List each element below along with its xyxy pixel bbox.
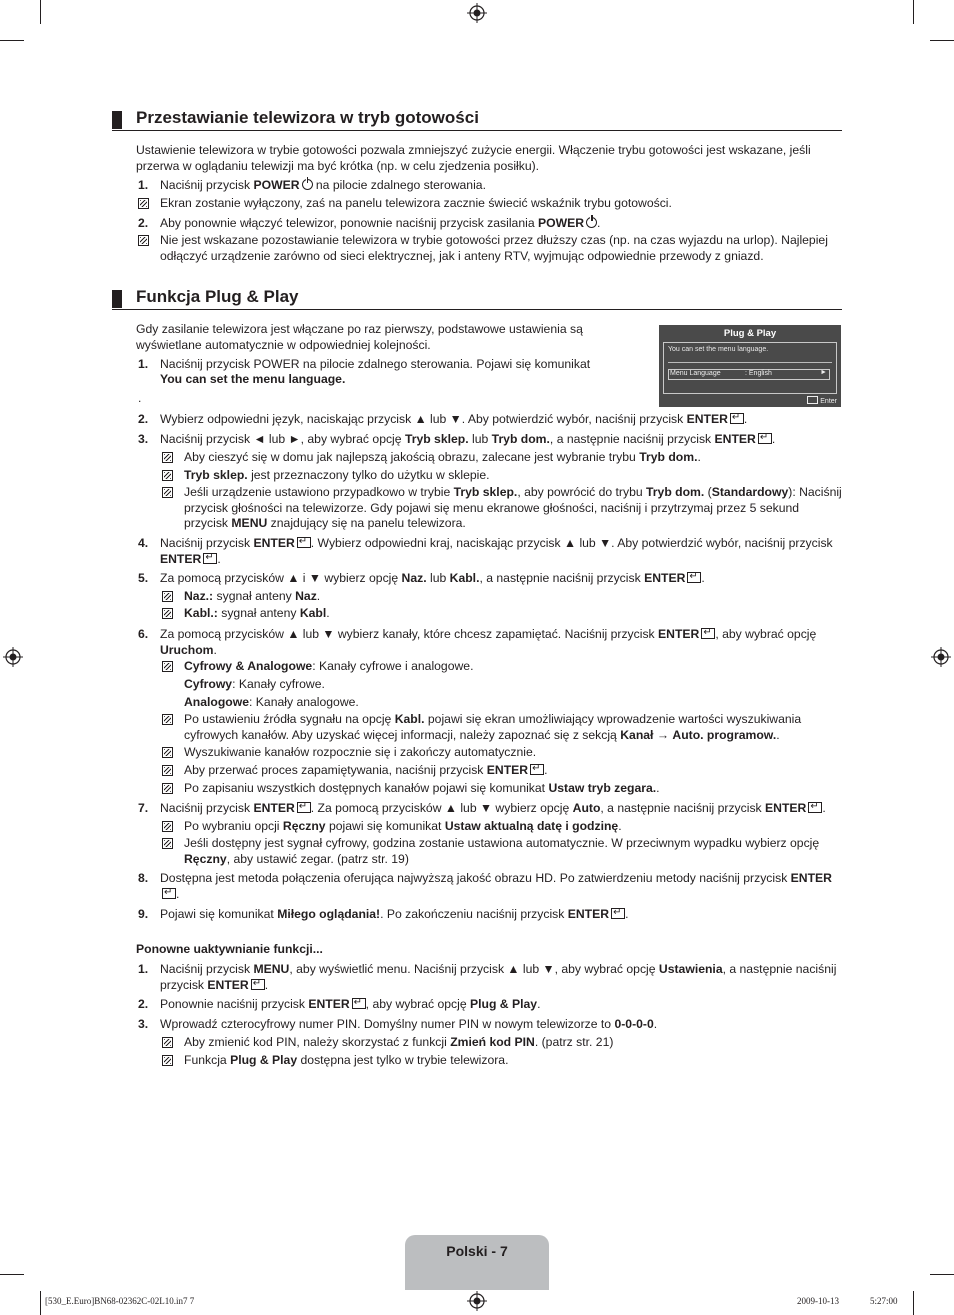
enter-icon bbox=[611, 908, 625, 919]
note-icon bbox=[162, 1055, 173, 1066]
step-text: Za pomocą przycisków ▲ i ▼ wybierz opcję Naz. lub Kabl., a następnie naciśnij przycisk ENTER↵ . bbox=[160, 571, 705, 587]
note-text: Aby przerwać proces zapamiętywania, naciśnij przycisk ENTER↵ . bbox=[184, 763, 547, 779]
step-number: 6. bbox=[138, 627, 149, 641]
section-header bbox=[112, 110, 842, 130]
enter-icon bbox=[701, 628, 715, 639]
crop-mark bbox=[930, 1274, 954, 1275]
step-text: Wybierz odpowiedni język, naciskając przycisk ▲ lub ▼. Aby potwierdzić wybór, naciśnij przycisk ENTER↵ . bbox=[160, 412, 747, 428]
power-icon bbox=[302, 179, 313, 190]
note-icon bbox=[138, 235, 149, 246]
section-bar bbox=[112, 290, 122, 308]
note-icon bbox=[162, 608, 173, 619]
note-text: Analogowe: Kanały analogowe. bbox=[184, 695, 359, 709]
tv-osd-screenshot bbox=[659, 325, 841, 407]
dot: . bbox=[138, 391, 142, 405]
note-icon bbox=[162, 838, 173, 849]
page-label: Polski - 7 bbox=[446, 1243, 508, 1259]
note-text: Cyfrowy: Kanały cyfrowe. bbox=[184, 677, 325, 691]
note-text: Ekran zostanie wyłączony, zaś na panelu telewizora zacznie świecić wskaźnik trybu gotowości. bbox=[160, 196, 672, 210]
step-number: 1. bbox=[138, 962, 149, 976]
enter-icon bbox=[251, 979, 265, 990]
step-text: Aby ponownie włączyć telewizor, ponownie naciśnij przycisk zasilania POWER . bbox=[160, 216, 601, 230]
note-icon bbox=[162, 1037, 173, 1048]
step-text: Dostępna jest metoda połączenia oferująca najwyższą jakość obrazu HD. Po zatwierdzeniu metody naciśnij przycisk ENTER↵. bbox=[160, 871, 844, 902]
osd-footer bbox=[807, 396, 837, 405]
registration-mark-icon bbox=[467, 3, 487, 23]
osd-divider bbox=[668, 362, 832, 363]
crop-mark bbox=[0, 40, 24, 41]
registration-mark-icon bbox=[467, 1291, 487, 1311]
note-text: Funkcja Plug & Play dostępna jest tylko w trybie telewizora. bbox=[184, 1053, 509, 1067]
note-icon bbox=[138, 198, 149, 209]
osd-message: You can set the menu language. bbox=[668, 346, 769, 353]
step-number: 7. bbox=[138, 801, 149, 815]
section-header bbox=[112, 289, 842, 309]
osd-menu-language-row bbox=[668, 369, 830, 380]
enter-icon bbox=[808, 802, 822, 813]
enter-icon bbox=[758, 433, 772, 444]
step-text: Pojawi się komunikat Miłego oglądania!. Po zakończeniu naciśnij przycisk ENTER↵ . bbox=[160, 907, 628, 923]
crop-mark bbox=[913, 1291, 914, 1315]
page-number-tab bbox=[405, 1235, 549, 1290]
osd-panel bbox=[663, 342, 837, 394]
intro-text: Ustawienie telewizora w trybie gotowości pozwala zmniejszyć zużycie energii. Włączenie trybu gotowości jest wskazane, jeśli przerwa w oglądaniu telewizji ma być krótka (np. w celu zjedzenia posiłku). bbox=[136, 143, 811, 173]
step-number: 2. bbox=[138, 216, 149, 230]
note-icon bbox=[162, 470, 173, 481]
note-text: Jeśli dostępny jest sygnał cyfrowy, godzina zostanie ustawiona automatycznie. W przeciwnym wypadku wybierz opcję Ręczny, aby ustawić zegar. (patrz str. 19) bbox=[184, 836, 820, 866]
osd-footer-label: Enter bbox=[820, 398, 837, 405]
note-icon bbox=[162, 714, 173, 725]
note-icon bbox=[162, 591, 173, 602]
enter-icon bbox=[730, 413, 744, 424]
enter-icon bbox=[162, 888, 176, 899]
enter-icon bbox=[297, 802, 311, 813]
step-number: 9. bbox=[138, 907, 149, 921]
section-title: Funkcja Plug & Play bbox=[136, 287, 299, 306]
section-rule bbox=[112, 130, 842, 131]
step-number: 1. bbox=[138, 178, 149, 192]
step-text: Naciśnij przycisk MENU, aby wyświetlić menu. Naciśnij przycisk ▲ lub ▼, aby wybrać opcję Ustawienia, a następnie naciśnij przycisk ENTER↵ . bbox=[160, 962, 844, 993]
note-text: Cyfrowy & Analogowe: Kanały cyfrowe i analogowe. bbox=[184, 659, 474, 673]
crop-mark bbox=[40, 1291, 41, 1315]
step-text: Naciśnij przycisk POWER na pilocie zdalnego sterowania. bbox=[160, 178, 486, 192]
registration-mark-icon bbox=[3, 647, 23, 667]
note-text: Jeśli urządzenie ustawiono przypadkowo w trybie Tryb sklep., aby powrócić do trybu Tryb dom. (Standardowy): Naciśnij przycisk głośności na telewizorze. Gdy pojawi się menu ekranowe głośności, naciśnij i przytrzymaj przez 5 sekund przycisk MENU znajdujący się na panelu telewizora. bbox=[184, 485, 842, 530]
registration-mark-icon bbox=[931, 647, 951, 667]
section-bar bbox=[112, 111, 122, 129]
note-icon bbox=[162, 821, 173, 832]
step-text: Wprowadź czterocyfrowy numer PIN. Domyślny numer PIN w nowym telewizorze to 0-0-0-0. bbox=[160, 1017, 658, 1031]
note-text: Naz.: sygnał anteny Naz. bbox=[184, 589, 321, 603]
enter-icon bbox=[297, 537, 311, 548]
section-rule bbox=[112, 309, 842, 310]
note-text: Wyszukiwanie kanałów rozpocznie się i zakończy automatycznie. bbox=[184, 745, 537, 759]
step-number: 2. bbox=[138, 412, 149, 426]
crop-mark bbox=[930, 40, 954, 41]
crop-mark bbox=[40, 0, 41, 24]
step-text: Naciśnij przycisk ENTER↵ . Za pomocą przycisków ▲ lub ▼ wybierz opcję Auto, a następnie naciśnij przycisk ENTER↵ . bbox=[160, 801, 826, 817]
step-text: Naciśnij przycisk ◄ lub ►, aby wybrać opcję Tryb sklep. lub Tryb dom., a następnie naciśnij przycisk ENTER↵ . bbox=[160, 432, 775, 448]
osd-row-value: : English bbox=[745, 370, 772, 377]
note-icon bbox=[162, 765, 173, 776]
note-text: Po ustawieniu źródła sygnału na opcję Kabl. pojawi się ekran umożliwiający wprowadzenie wartości wyszukiwania cyfrowych kanałów. Aby uzyskać więcej informacji, należy zapoznać się z sekcją Kanał → Auto. programow.. bbox=[184, 712, 802, 742]
step-number: 2. bbox=[138, 997, 149, 1011]
step-text: Ponownie naciśnij przycisk ENTER↵ , aby wybrać opcję Plug & Play. bbox=[160, 997, 540, 1013]
note-text: Aby cieszyć się w domu jak najlepszą jakością obrazu, zalecane jest wybranie trybu Tryb dom.. bbox=[184, 450, 701, 464]
step-text: Naciśnij przycisk POWER na pilocie zdalnego sterowania. Pojawi się komunikat bbox=[160, 357, 591, 371]
crop-mark bbox=[913, 0, 914, 24]
enter-icon bbox=[352, 998, 366, 1009]
enter-icon bbox=[687, 572, 701, 583]
note-icon bbox=[162, 452, 173, 463]
note-text: Po wybraniu opcji Ręczny pojawi się komunikat Ustaw aktualną datę i godzinę. bbox=[184, 819, 622, 833]
step-text: Za pomocą przycisków ▲ lub ▼ wybierz kanały, które chcesz zapamiętać. Naciśnij przycisk ENTER↵ , aby wybrać opcję Uruchom. bbox=[160, 627, 844, 658]
step-number: 1. bbox=[138, 357, 149, 371]
step-text: You can set the menu language. bbox=[160, 372, 346, 386]
note-text: Po zapisaniu wszystkich dostępnych kanałów pojawi się komunikat Ustaw tryb zegara.. bbox=[184, 781, 660, 795]
step-number: 3. bbox=[138, 432, 149, 446]
step-number: 5. bbox=[138, 571, 149, 585]
subheading: Ponowne uaktywnianie funkcji... bbox=[136, 942, 323, 956]
note-text: Kabl.: sygnał anteny Kabl. bbox=[184, 606, 330, 620]
power-icon bbox=[586, 217, 597, 228]
footer-time: 5:27:00 bbox=[870, 1296, 898, 1306]
step-number: 8. bbox=[138, 871, 149, 885]
enter-icon bbox=[807, 396, 818, 404]
section-title: Przestawianie telewizora w tryb gotowości bbox=[136, 108, 479, 127]
note-text: Nie jest wskazane pozostawianie telewizora w trybie gotowości przez dłuższy czas (np. na czas wyjazdu na urlop). Najlepiej odłączyć urządzenie zarówno od sieci elektrycznej, jak i anteny RTV, wyjmując odpowiednie przewody z gniazd. bbox=[160, 233, 828, 263]
osd-right-arrow-icon: ► bbox=[820, 369, 827, 376]
intro-text: Gdy zasilanie telewizora jest włączane po raz pierwszy, podstawowe ustawienia są wyświetlane automatycznie w odpowiedniej kolejności. bbox=[136, 322, 583, 352]
footer-date: 2009-10-13 bbox=[797, 1296, 839, 1306]
note-text: Aby zmienić kod PIN, należy skorzystać z funkcji Zmień kod PIN. (patrz str. 21) bbox=[184, 1035, 614, 1049]
enter-icon bbox=[203, 553, 217, 564]
osd-row-label: Menu Language bbox=[670, 370, 721, 377]
note-icon bbox=[162, 747, 173, 758]
note-text: Tryb sklep. jest przeznaczony tylko do użytku w sklepie. bbox=[184, 468, 490, 482]
step-text: Naciśnij przycisk ENTER↵ . Wybierz odpowiedni kraj, naciskając przycisk ▲ lub ▼. Aby potwierdzić wybór, naciśnij przycisk ENTER↵ . bbox=[160, 536, 844, 567]
crop-mark bbox=[0, 1274, 24, 1275]
step-number: 3. bbox=[138, 1017, 149, 1031]
enter-icon bbox=[530, 764, 544, 775]
note-icon bbox=[162, 661, 173, 672]
osd-title: Plug & Play bbox=[723, 328, 777, 339]
step-number: 4. bbox=[138, 536, 149, 550]
note-icon bbox=[162, 783, 173, 794]
footer-file: [530_E.Euro]BN68-02362C-02L10.in7 7 bbox=[45, 1296, 195, 1306]
note-icon bbox=[162, 487, 173, 498]
